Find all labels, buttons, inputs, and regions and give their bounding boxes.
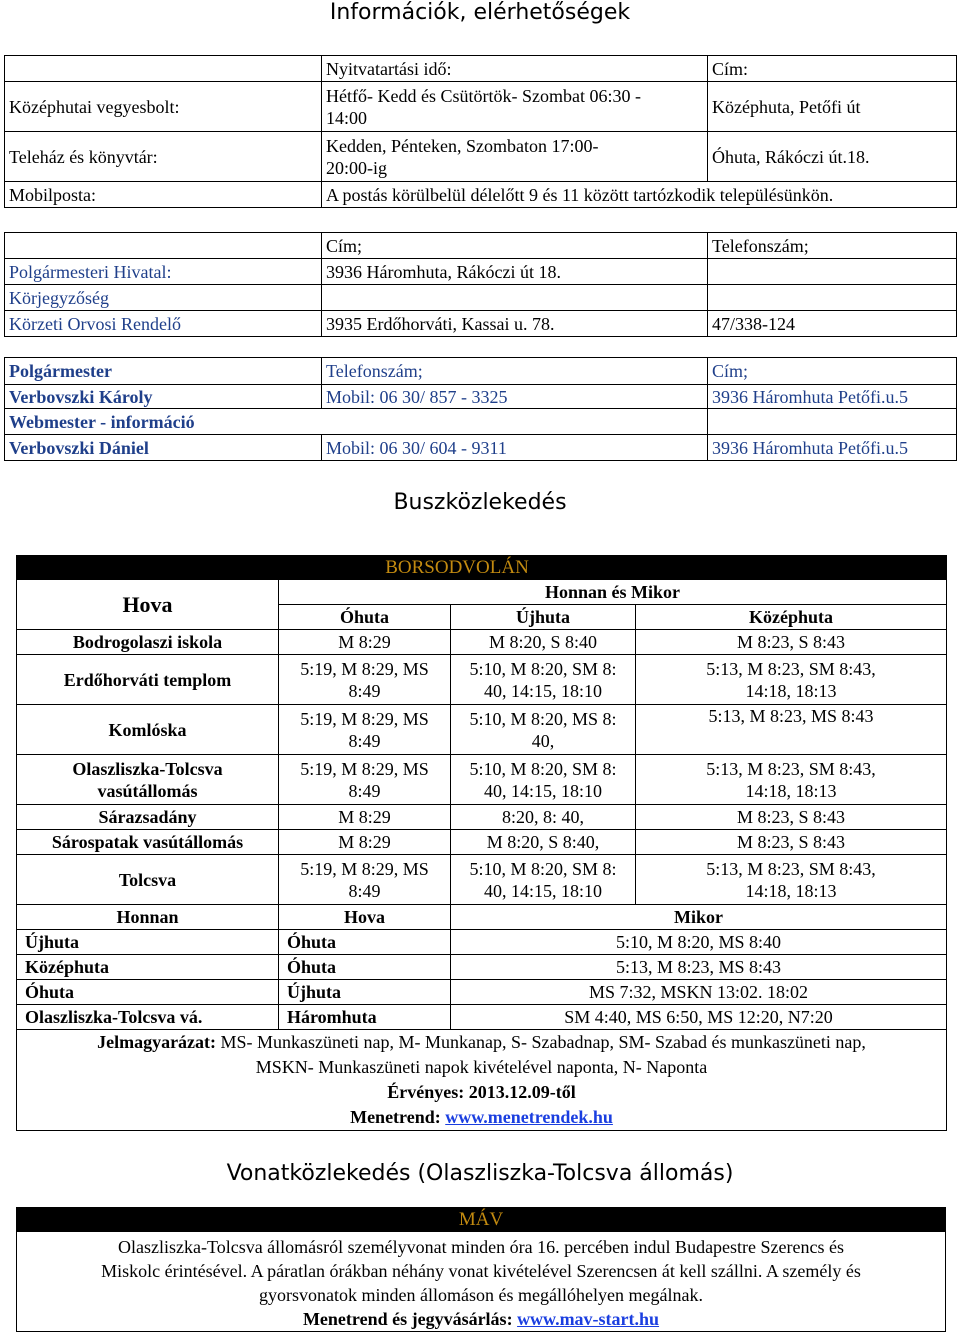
time-cell: 5:10, M 8:20, SM 8: 40, 14:15, 18:10 bbox=[451, 655, 636, 705]
when-cell: SM 4:40, MS 6:50, MS 12:20, N7:20 bbox=[451, 1005, 947, 1030]
time-cell: 5:19, M 8:29, MS 8:49 bbox=[279, 855, 451, 905]
time-cell: M 8:29 bbox=[279, 830, 451, 855]
dest-name: Erdőhorváti templom bbox=[17, 655, 279, 705]
time-cell: 5:10, M 8:20, SM 8: 40, 14:15, 18:10 bbox=[451, 855, 636, 905]
from-cell: Óhuta bbox=[17, 980, 279, 1005]
shop-name: Középhutai vegyesbolt: bbox=[5, 82, 322, 132]
time-cell: M 8:29 bbox=[279, 630, 451, 655]
shop-hours: Hétfő- Kedd és Csütörtök- Szombat 06:30 - 14:00 bbox=[322, 82, 708, 132]
office-phone bbox=[708, 285, 957, 311]
shop-hours: Kedden, Pénteken, Szombaton 17:00- 20:00-ig bbox=[322, 132, 708, 182]
webmaster-label: Webmester - információ bbox=[5, 409, 708, 435]
legend-cell bbox=[17, 1030, 947, 1131]
from-cell: Újhuta bbox=[17, 930, 279, 955]
hova-header: Hova bbox=[279, 905, 451, 930]
address-header: Cím; bbox=[708, 358, 957, 385]
office-name: Körjegyzőség bbox=[5, 285, 322, 311]
to-cell: Óhuta bbox=[279, 930, 451, 955]
time-cell: 5:13, M 8:23, SM 8:43, 14:18, 18:13 bbox=[636, 655, 947, 705]
time-cell: 5:13, M 8:23, SM 8:43, 14:18, 18:13 bbox=[636, 855, 947, 905]
to-cell: Háromhuta bbox=[279, 1005, 451, 1030]
when-cell: 5:10, M 8:20, MS 8:40 bbox=[451, 930, 947, 955]
train-company: MÁV bbox=[17, 1208, 946, 1232]
page-title: Információk, elérhetőségek bbox=[329, 0, 631, 25]
time-cell: 8:20, 8: 40, bbox=[451, 805, 636, 830]
address-header: Cím: bbox=[708, 56, 957, 82]
valid-from: Érvényes: 2013.12.09-től bbox=[387, 1082, 576, 1102]
legend-text-2: MSKN- Munkaszüneti napok kivételével naponta, N- Naponta bbox=[255, 1057, 708, 1077]
webmaster-name: Verbovszki Dániel bbox=[5, 435, 322, 461]
office-phone: 47/338-124 bbox=[708, 311, 957, 337]
dest-name: Bodrogolaszi iskola bbox=[17, 630, 279, 655]
office-address: 3936 Háromhuta, Rákóczi út 18. bbox=[322, 259, 708, 285]
from-cell: Olaszliszka-Tolcsva vá. bbox=[17, 1005, 279, 1030]
role-header: Polgármester bbox=[5, 358, 322, 385]
bus-title: Buszközlekedés bbox=[393, 490, 567, 515]
mayor-name: Verbovszki Károly bbox=[5, 385, 322, 409]
shops-table bbox=[4, 55, 957, 208]
schedule-label: Menetrend: bbox=[350, 1107, 446, 1127]
office-address: 3935 Erdőhorváti, Kassai u. 78. bbox=[322, 311, 708, 337]
time-cell: M 8:23, S 8:43 bbox=[636, 830, 947, 855]
time-cell: 5:19, M 8:29, MS 8:49 bbox=[279, 655, 451, 705]
when-cell: 5:13, M 8:23, MS 8:43 bbox=[451, 955, 947, 980]
webmaster-address: 3936 Háromhuta Petőfi.u.5 bbox=[708, 435, 957, 461]
office-phone bbox=[708, 259, 957, 285]
dest-name: Olaszliszka-Tolcsva vasútállomás bbox=[17, 755, 279, 805]
dest-name: Tolcsva bbox=[17, 855, 279, 905]
train-link-label: Menetrend és jegyvásárlás: bbox=[302, 1308, 518, 1329]
dest-name: Sárazsadány bbox=[17, 805, 279, 830]
time-cell: M 8:20, S 8:40, bbox=[451, 830, 636, 855]
return-table bbox=[16, 904, 947, 1131]
when-cell: MS 7:32, MSKN 13:02. 18:02 bbox=[451, 980, 947, 1005]
time-cell: M 8:23, S 8:43 bbox=[636, 805, 947, 830]
hours-header: Nyitvatartási idő: bbox=[322, 56, 708, 82]
legend-label: Jelmagyarázat: bbox=[97, 1032, 217, 1052]
office-address-header: Cím; bbox=[322, 233, 708, 259]
time-cell: M 8:23, S 8:43 bbox=[636, 630, 947, 655]
train-info: Olaszliszka-Tolcsva állomásról személyvonat minden óra 16. percében indul Budapestre Szerencs és Miskolc érintésével. A páratlan órákban néhány vonat kivételével Szerencsen át kell szállni. A személy és gyorsvonatok minden állomáson és megállóhelyen megálnak. Menetrend és jegyvásárlás: www.mav-start.hu bbox=[17, 1232, 946, 1332]
mayor-phone: Mobil: 06 30/ 857 - 3325 bbox=[322, 385, 708, 409]
time-cell: 5:10, M 8:20, MS 8: 40, bbox=[451, 705, 636, 755]
webmaster-phone: Mobil: 06 30/ 604 - 9311 bbox=[322, 435, 708, 461]
bus-company: BORSODVOLÁN bbox=[279, 556, 636, 580]
phone-header: Telefonszám; bbox=[322, 358, 708, 385]
shop-name: Mobilposta: bbox=[5, 182, 322, 208]
hova-header: Hova bbox=[17, 580, 279, 630]
train-link[interactable]: www.mav-start.hu bbox=[517, 1308, 660, 1329]
col-kozephuta: Középhuta bbox=[636, 605, 947, 630]
time-cell: 5:13, M 8:23, SM 8:43, 14:18, 18:13 bbox=[636, 755, 947, 805]
from-cell: Középhuta bbox=[17, 955, 279, 980]
col-ujhuta: Újhuta bbox=[451, 605, 636, 630]
mayor-address: 3936 Háromhuta Petőfi.u.5 bbox=[708, 385, 957, 409]
honnan-header: Honnan bbox=[17, 905, 279, 930]
time-cell: M 8:20, S 8:40 bbox=[451, 630, 636, 655]
shop-address: Óhuta, Rákóczi út.18. bbox=[708, 132, 957, 182]
to-cell: Óhuta bbox=[279, 955, 451, 980]
to-cell: Újhuta bbox=[279, 980, 451, 1005]
offices-table bbox=[4, 232, 957, 337]
office-phone-header: Telefonszám; bbox=[708, 233, 957, 259]
shop-hours: A postás körülbelül délelőtt 9 és 11 között tartózkodik településünkön. bbox=[322, 182, 957, 208]
honnan-mikor-header: Honnan és Mikor bbox=[279, 580, 947, 605]
office-name: Polgármesteri Hivatal: bbox=[5, 259, 322, 285]
contacts-table bbox=[4, 357, 957, 461]
dest-name: Sárospatak vasútállomás bbox=[17, 830, 279, 855]
legend-text: MS- Munkaszüneti nap, M- Munkanap, S- Szabadnap, SM- Szabad és munkaszüneti nap, bbox=[216, 1032, 866, 1052]
train-title: Vonatközlekedés (Olaszliszka-Tolcsva állomás) bbox=[226, 1161, 734, 1186]
col-ohuta: Óhuta bbox=[279, 605, 451, 630]
time-cell: 5:13, M 8:23, MS 8:43 bbox=[636, 705, 947, 755]
schedule-link[interactable]: www.menetrendek.hu bbox=[445, 1107, 613, 1127]
office-name: Körzeti Orvosi Rendelő bbox=[5, 311, 322, 337]
time-cell: 5:19, M 8:29, MS 8:49 bbox=[279, 755, 451, 805]
office-address bbox=[322, 285, 708, 311]
shop-address: Középhuta, Petőfi út bbox=[708, 82, 957, 132]
time-cell: 5:10, M 8:20, SM 8: 40, 14:15, 18:10 bbox=[451, 755, 636, 805]
mikor-header: Mikor bbox=[451, 905, 947, 930]
bus-table bbox=[16, 555, 947, 905]
time-cell: M 8:29 bbox=[279, 805, 451, 830]
dest-name: Komlóska bbox=[17, 705, 279, 755]
empty-cell bbox=[5, 56, 322, 82]
time-cell: 5:19, M 8:29, MS 8:49 bbox=[279, 705, 451, 755]
shop-name: Teleház és könyvtár: bbox=[5, 132, 322, 182]
train-table bbox=[16, 1207, 946, 1332]
